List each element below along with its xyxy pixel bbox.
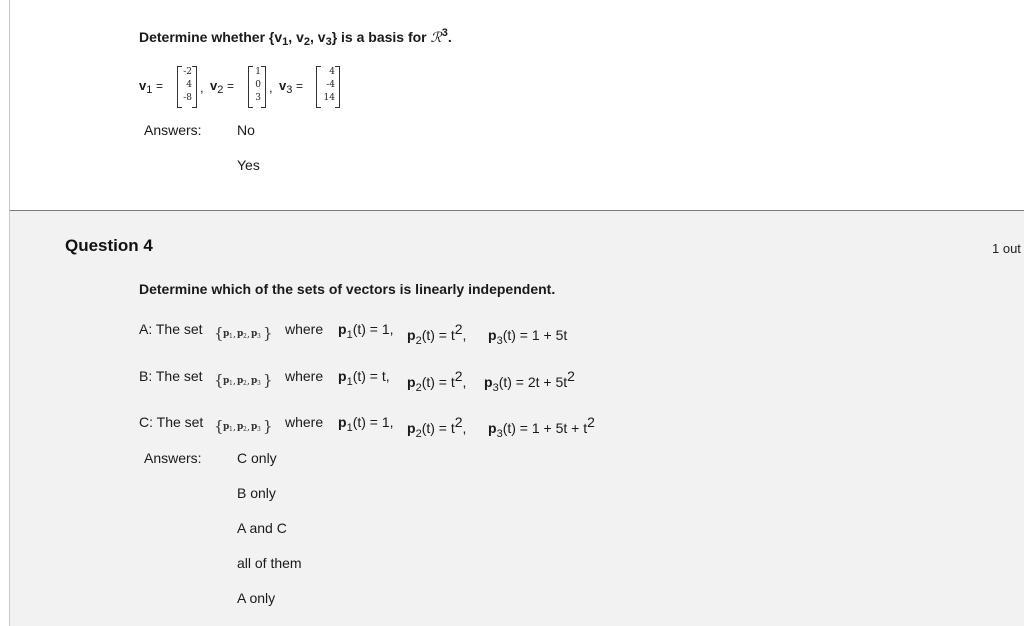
polynomial-p1: $p_1(t) = 1$, bbox=[338, 321, 394, 341]
set-comma: , bbox=[233, 423, 236, 433]
question-title: Question 4 bbox=[65, 236, 153, 255]
answers-label: Answers: bbox=[144, 122, 202, 138]
vector-v3-matrix bbox=[316, 66, 340, 108]
answer-option-yes[interactable]: Yes bbox=[237, 157, 260, 173]
set-p3-sub: 3 bbox=[257, 426, 261, 433]
set-p2: p bbox=[237, 422, 244, 432]
set-notation-image bbox=[213, 321, 273, 345]
where-label: where bbox=[285, 368, 324, 384]
polynomial-p1: $p_1(t) = 1$, bbox=[338, 414, 394, 434]
polynomial-p2: $p_2(t) = t^2$, bbox=[407, 414, 467, 440]
set-brace-close: } bbox=[263, 417, 273, 435]
matrix-entry: -8 bbox=[183, 93, 192, 103]
answer-option-no[interactable]: No bbox=[237, 122, 255, 138]
question-4 bbox=[10, 211, 1024, 626]
set-p1: p bbox=[223, 376, 230, 386]
matrix-entry: 1 bbox=[255, 67, 261, 77]
set-comma: , bbox=[247, 423, 250, 433]
answer-option-all-of-them[interactable]: all of them bbox=[237, 555, 302, 571]
set-brace-open: { bbox=[214, 324, 224, 342]
answer-option-c-only[interactable]: C only bbox=[237, 450, 277, 466]
set-p3-sub: 3 bbox=[257, 380, 261, 387]
matrix-entry: 14 bbox=[323, 93, 335, 103]
choice-prefix: A: The set bbox=[139, 321, 203, 337]
question-3-prompt: Determine whether {$v_1$, $v_2$, $v_3$} is a basis for ℛ$^3$. bbox=[139, 27, 452, 48]
vector-v2-label: $v_2$ = bbox=[210, 78, 234, 96]
vector-v3-label: $v_3$ = bbox=[279, 78, 303, 96]
set-p1-sub: 1 bbox=[229, 380, 233, 387]
set-p1: p bbox=[223, 329, 230, 339]
polynomial-p3: $p_3(t) = 1 + 5t$ bbox=[488, 327, 568, 347]
answer-option-a-only[interactable]: A only bbox=[237, 590, 276, 606]
comma: , bbox=[200, 80, 204, 95]
set-brace-close: } bbox=[263, 371, 273, 389]
set-p2-sub: 2 bbox=[243, 426, 247, 433]
answer-option-a-and-c[interactable]: A and C bbox=[237, 520, 287, 536]
matrix-entry: 0 bbox=[255, 80, 261, 90]
set-comma: , bbox=[247, 377, 250, 387]
polynomial-p2: $p_2(t) = t^2$, bbox=[407, 368, 467, 394]
set-brace-close: } bbox=[263, 324, 273, 342]
polynomial-p2: $p_2(t) = t^2$, bbox=[407, 321, 467, 347]
set-p2: p bbox=[237, 329, 244, 339]
set-notation-image bbox=[213, 368, 273, 392]
set-p1-sub: 1 bbox=[229, 333, 233, 340]
set-p2: p bbox=[237, 376, 244, 386]
set-comma: , bbox=[233, 377, 236, 387]
matrix-entry: 4 bbox=[329, 67, 335, 77]
where-label: where bbox=[285, 321, 324, 337]
set-p1-sub: 1 bbox=[229, 426, 233, 433]
choice-prefix: C: The set bbox=[139, 414, 204, 430]
matrix-entry: -4 bbox=[326, 80, 335, 90]
question-points: 1 out bbox=[992, 241, 1021, 256]
set-p2-sub: 2 bbox=[243, 380, 247, 387]
where-label: where bbox=[285, 414, 324, 430]
set-brace-open: { bbox=[214, 417, 224, 435]
polynomial-p1: $p_1(t) = t$, bbox=[338, 368, 390, 388]
polynomial-p3: $p_3(t) = 1 + 5t + t^2$ bbox=[488, 414, 595, 440]
matrix-entry: 3 bbox=[255, 93, 261, 103]
answer-option-b-only[interactable]: B only bbox=[237, 485, 276, 501]
answers-label: Answers: bbox=[144, 450, 202, 466]
set-p3-sub: 3 bbox=[257, 333, 261, 340]
comma: , bbox=[269, 80, 273, 95]
vector-v2-matrix bbox=[248, 66, 266, 108]
set-brace-open: { bbox=[214, 371, 224, 389]
matrix-entry: -2 bbox=[183, 67, 192, 77]
set-p2-sub: 2 bbox=[243, 333, 247, 340]
vector-v1-label: $v_1$ = bbox=[139, 78, 163, 96]
set-comma: , bbox=[233, 330, 236, 340]
polynomial-p3: $p_3(t) = 2t + 5t^2$ bbox=[484, 368, 575, 394]
set-p3: p bbox=[251, 376, 258, 386]
set-comma: , bbox=[247, 330, 250, 340]
set-p1: p bbox=[223, 422, 230, 432]
question-4-prompt: Determine which of the sets of vectors is linearly independent. bbox=[139, 281, 556, 297]
set-p3: p bbox=[251, 422, 258, 432]
matrix-entry: 4 bbox=[186, 80, 192, 90]
vector-v1-matrix bbox=[177, 66, 197, 108]
question-3 bbox=[10, 0, 1024, 210]
set-notation-image bbox=[213, 414, 273, 438]
choice-prefix: B: The set bbox=[139, 368, 203, 384]
set-p3: p bbox=[251, 329, 258, 339]
